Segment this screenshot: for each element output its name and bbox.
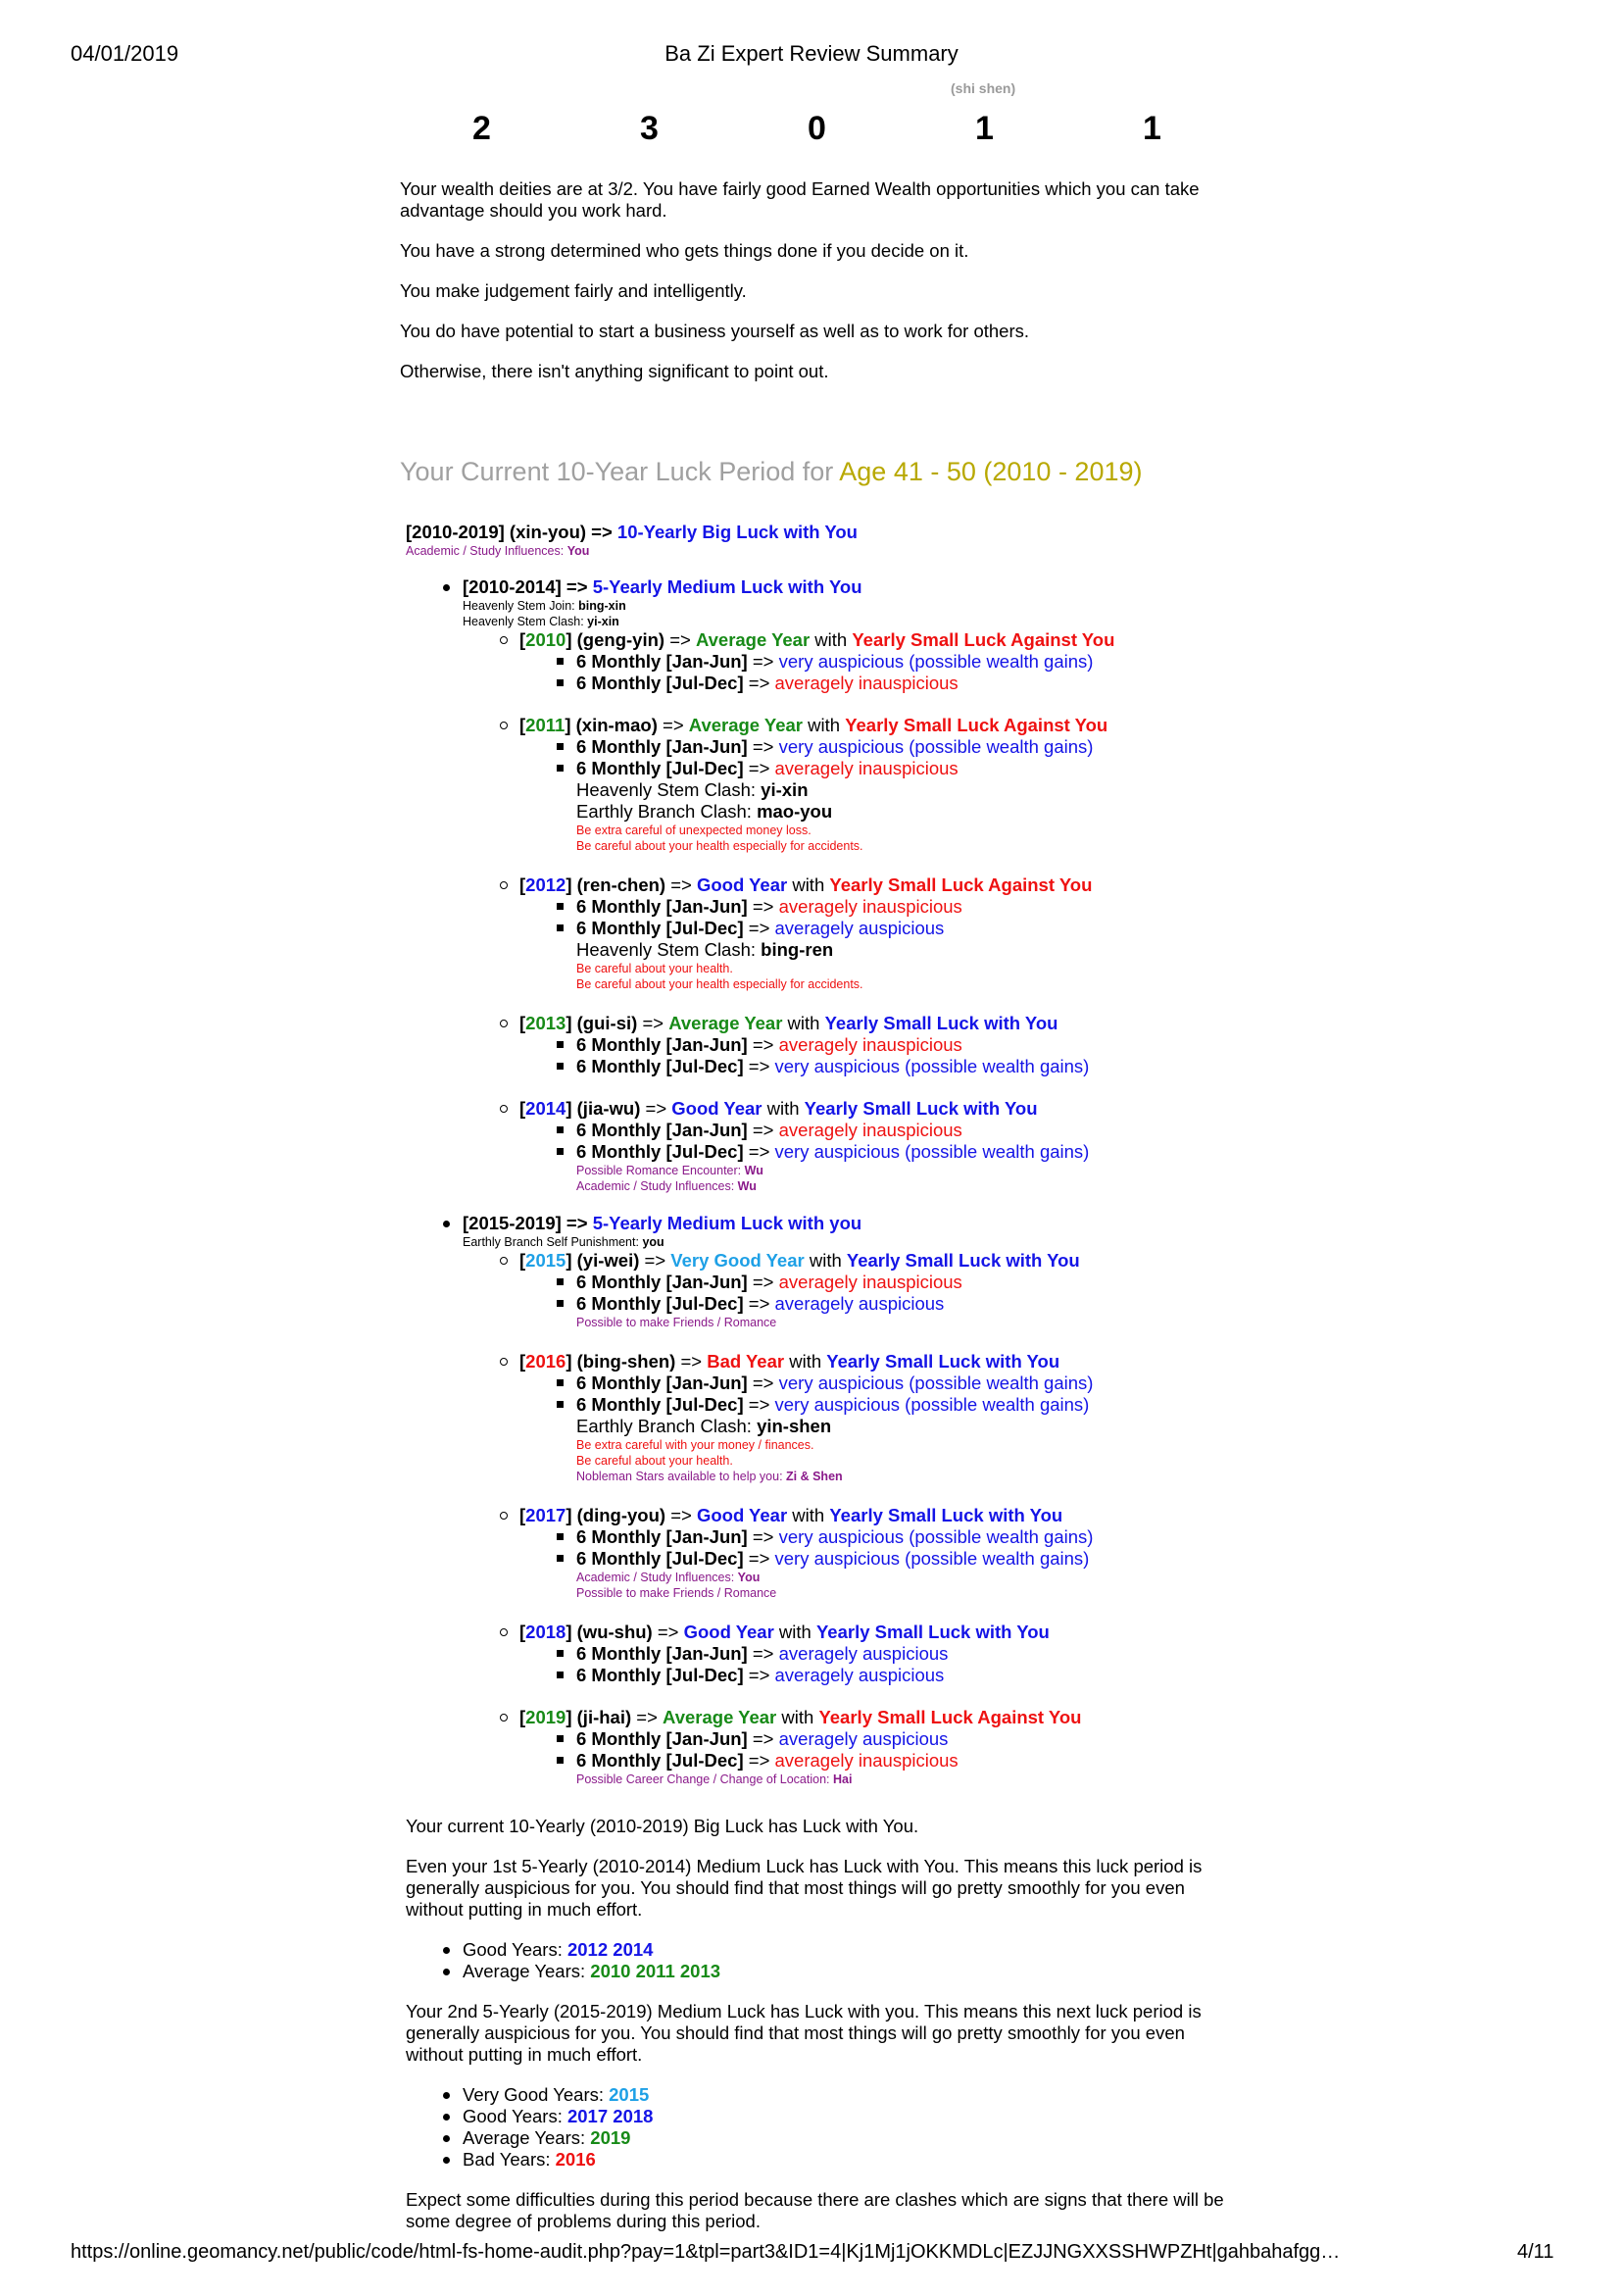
half-year-item	[559, 1373, 1249, 1394]
with-word: with	[804, 1250, 847, 1271]
year-bracket-open: [	[519, 1505, 526, 1525]
half-year-value: very auspicious (possible wealth gains)	[778, 651, 1094, 672]
half-year-label: 6 Monthly [Jul-Dec]	[576, 1293, 749, 1314]
period-result: 5-Yearly Medium Luck with you	[592, 1213, 862, 1233]
note-label: Possible Romance Encounter:	[576, 1164, 745, 1177]
note-value: You	[737, 1571, 761, 1584]
year-ganzhi: (bing-shen)	[576, 1351, 681, 1372]
intro-paragraph: You do have potential to start a business yourself as well as to work for others.	[400, 321, 1030, 341]
arrow: =>	[748, 1293, 775, 1314]
year-item	[502, 1013, 1249, 1077]
intro-paragraph: You make judgement fairly and intelligently.	[400, 280, 747, 301]
year-line	[519, 1622, 1249, 1643]
half-year-value: averagely auspicious	[778, 1728, 949, 1749]
half-year-value: averagely inauspicious	[778, 896, 962, 917]
half-year-list	[559, 1526, 1249, 1570]
year-item	[502, 1250, 1249, 1330]
influence-note	[519, 1772, 1249, 1787]
year-bracket-close: ]	[566, 629, 577, 650]
year-ganzhi: (gui-si)	[576, 1013, 643, 1033]
half-year-value: averagely inauspicious	[778, 1120, 962, 1140]
year-number: 2019	[525, 1707, 566, 1727]
warning-note: Be extra careful of unexpected money loss.	[576, 824, 812, 837]
influence-note	[519, 1469, 1249, 1484]
half-year-value: averagely auspicious	[774, 918, 945, 938]
digit: 2	[472, 110, 491, 147]
small-luck: Yearly Small Luck with You	[829, 1505, 1063, 1525]
half-year-label: 6 Monthly [Jan-Jun]	[576, 1272, 753, 1292]
half-year-item	[559, 736, 1249, 758]
deity-digits	[0, 110, 1623, 149]
with-word: with	[773, 1622, 816, 1642]
clash-line	[519, 801, 1249, 823]
year-bracket-open: [	[519, 1707, 526, 1727]
period-result: 5-Yearly Medium Luck with You	[592, 576, 862, 597]
half-year-list	[559, 1643, 1249, 1686]
year-line	[519, 1250, 1249, 1272]
half-year-value: averagely auspicious	[778, 1643, 949, 1664]
with-word: with	[787, 1505, 830, 1525]
note-label: Academic / Study Influences:	[576, 1571, 738, 1584]
half-year-item	[559, 1141, 1249, 1163]
half-year-item	[559, 896, 1249, 918]
year-category-item	[447, 2106, 1239, 2127]
year-number: 2018	[525, 1622, 566, 1642]
category-label: Average Years:	[463, 2127, 591, 2148]
small-luck: Yearly Small Luck Against You	[818, 1707, 1082, 1727]
year-line	[519, 1505, 1249, 1526]
year-bracket-close: ]	[566, 1013, 577, 1033]
year-line	[519, 715, 1249, 736]
with-word: with	[762, 1098, 805, 1119]
year-bracket-open: [	[519, 874, 526, 895]
arrow: =>	[752, 1272, 779, 1292]
influence-note	[519, 1178, 1249, 1194]
half-year-label: 6 Monthly [Jul-Dec]	[576, 673, 749, 693]
small-luck: Yearly Small Luck with You	[826, 1351, 1060, 1372]
year-ganzhi: (xin-mao)	[575, 715, 664, 735]
with-word: with	[776, 1707, 819, 1727]
arrow: =>	[645, 1098, 672, 1119]
year-bracket-close: ]	[566, 1098, 577, 1119]
year-ganzhi: (yi-wei)	[576, 1250, 645, 1271]
half-year-label: 6 Monthly [Jan-Jun]	[576, 651, 753, 672]
year-number: 2013	[525, 1013, 566, 1033]
year-number: 2012	[525, 874, 566, 895]
half-year-value: very auspicious (possible wealth gains)	[774, 1141, 1090, 1162]
with-word: with	[810, 629, 853, 650]
digit: 0	[808, 110, 826, 147]
note-label: Possible to make Friends / Romance	[576, 1316, 777, 1329]
note-value: you	[642, 1235, 664, 1249]
half-year-value: very auspicious (possible wealth gains)	[774, 1548, 1090, 1569]
half-year-list	[559, 1034, 1249, 1077]
digit: 3	[640, 110, 659, 147]
warning-note: Be extra careful with your money / finances.	[576, 1438, 814, 1452]
yearly-list	[502, 1250, 1249, 1787]
half-year-list	[559, 736, 1249, 779]
half-year-label: 6 Monthly [Jul-Dec]	[576, 1394, 749, 1415]
year-item	[502, 1707, 1249, 1787]
year-rating: Average Year	[668, 1013, 783, 1033]
arrow: =>	[663, 715, 689, 735]
small-luck: Yearly Small Luck with You	[804, 1098, 1038, 1119]
half-year-label: 6 Monthly [Jan-Jun]	[576, 1526, 753, 1547]
year-line	[519, 1013, 1249, 1034]
clash-label: Earthly Branch Clash:	[576, 1416, 758, 1436]
note-label: Possible Career Change / Change of Location:	[576, 1772, 833, 1786]
warning-note: Be careful about your health.	[576, 1454, 733, 1468]
year-rating: Bad Year	[707, 1351, 785, 1372]
half-year-item	[559, 1034, 1249, 1056]
footer-page-number: 4/11	[1517, 2241, 1554, 2263]
half-year-item	[559, 1056, 1249, 1077]
year-ganzhi: (ji-hai)	[576, 1707, 637, 1727]
half-year-item	[559, 1120, 1249, 1141]
with-word: with	[803, 715, 846, 735]
note-label: Possible to make Friends / Romance	[576, 1586, 777, 1600]
clash-line	[519, 779, 1249, 801]
half-year-value: very auspicious (possible wealth gains)	[778, 736, 1094, 757]
half-year-value: very auspicious (possible wealth gains)	[778, 1373, 1094, 1393]
intro-paragraph: Your wealth deities are at 3/2. You have fairly good Earned Wealth opportunities which you can take advantage should you work hard.	[400, 178, 1200, 221]
note-label: Academic / Study Influences:	[576, 1179, 738, 1193]
period-label: [2015-2019] =>	[463, 1213, 588, 1233]
year-category-item	[447, 2084, 1239, 2106]
year-ganzhi: (wu-shu)	[576, 1622, 658, 1642]
note-value: Wu	[737, 1179, 757, 1193]
year-category-item	[447, 2127, 1239, 2149]
arrow: =>	[670, 1505, 697, 1525]
small-luck: Yearly Small Luck with You	[846, 1250, 1080, 1271]
arrow: =>	[680, 1351, 708, 1372]
year-category-item	[447, 2149, 1239, 2171]
category-label: Good Years:	[463, 2106, 567, 2126]
arrow: =>	[748, 1750, 775, 1771]
year-number: 2010	[525, 629, 566, 650]
arrow: =>	[752, 651, 779, 672]
half-year-value: averagely auspicious	[774, 1293, 945, 1314]
arrow: =>	[752, 1373, 779, 1393]
year-category-item	[447, 1961, 1239, 1982]
small-luck: Yearly Small Luck with You	[815, 1622, 1050, 1642]
arrow: =>	[670, 874, 697, 895]
half-year-item	[559, 1643, 1249, 1665]
big-luck-line	[406, 522, 1249, 543]
category-years: 2017 2018	[566, 2106, 654, 2126]
half-year-value: averagely inauspicious	[778, 1272, 962, 1292]
half-year-item	[559, 1548, 1249, 1570]
half-year-item	[559, 1293, 1249, 1315]
year-category-list	[447, 2084, 1239, 2171]
note-value: Zi & Shen	[786, 1470, 843, 1483]
luck-heading-prefix: Your Current 10-Year Luck Period for	[400, 457, 840, 486]
summary-paragraph: Your current 10-Yearly (2010-2019) Big Luck has Luck with You.	[406, 1816, 919, 1836]
half-year-label: 6 Monthly [Jul-Dec]	[576, 1056, 749, 1076]
arrow: =>	[752, 1643, 779, 1664]
year-ganzhi: (ren-chen)	[576, 874, 671, 895]
year-bracket-open: [	[519, 1622, 526, 1642]
category-years: 2016	[555, 2149, 596, 2170]
half-year-label: 6 Monthly [Jan-Jun]	[576, 896, 753, 917]
half-year-list	[559, 1120, 1249, 1163]
half-year-label: 6 Monthly [Jul-Dec]	[576, 918, 749, 938]
year-ganzhi: (ding-you)	[576, 1505, 671, 1525]
clash-label: Earthly Branch Clash:	[576, 801, 758, 822]
footer-url[interactable]: https://online.geomancy.net/public/code/html-fs-home-audit.php?pay=1&tpl=part3&ID1=4|Kj1Mj1jOKKMDLc|EZJJNGXXSSHWPZHt|gahbahafgg…	[71, 2241, 1341, 2263]
half-year-list	[559, 651, 1249, 694]
year-rating: Good Year	[683, 1622, 774, 1642]
arrow: =>	[752, 736, 779, 757]
small-luck: Yearly Small Luck Against You	[829, 874, 1093, 895]
half-year-value: averagely inauspicious	[774, 1750, 959, 1771]
half-year-item	[559, 673, 1249, 694]
yearly-list	[502, 629, 1249, 1194]
half-year-value: very auspicious (possible wealth gains)	[774, 1394, 1090, 1415]
year-line	[519, 874, 1249, 896]
big-luck-note	[406, 543, 1249, 559]
year-item	[502, 1098, 1249, 1194]
note-label: Nobleman Stars available to help you:	[576, 1470, 787, 1483]
half-year-list	[559, 1728, 1249, 1772]
half-year-item	[559, 918, 1249, 939]
small-luck: Yearly Small Luck Against You	[845, 715, 1108, 735]
year-rating: Average Year	[688, 715, 803, 735]
year-item	[502, 715, 1249, 854]
influence-note	[519, 1570, 1249, 1585]
note-label: Academic / Study Influences:	[406, 544, 565, 558]
arrow: =>	[748, 758, 775, 778]
half-year-label: 6 Monthly [Jul-Dec]	[576, 1548, 749, 1569]
category-label: Very Good Years:	[463, 2084, 610, 2105]
year-category-list	[447, 1939, 1239, 1982]
year-rating: Very Good Year	[670, 1250, 805, 1271]
year-bracket-open: [	[519, 1098, 526, 1119]
year-number: 2014	[525, 1098, 566, 1119]
intro-text	[400, 178, 1243, 401]
medium-luck-period-1	[447, 576, 1249, 1194]
arrow: =>	[748, 1056, 775, 1076]
arrow: =>	[752, 1728, 779, 1749]
arrow: =>	[748, 673, 775, 693]
arrow: =>	[642, 1013, 669, 1033]
arrow: =>	[752, 1120, 779, 1140]
arrow: =>	[748, 918, 775, 938]
arrow: =>	[644, 1250, 671, 1271]
with-word: with	[787, 874, 830, 895]
header-date: 04/01/2019	[71, 41, 179, 66]
half-year-label: 6 Monthly [Jan-Jun]	[576, 1643, 753, 1664]
year-item	[502, 1505, 1249, 1601]
warning-note: Be careful about your health especially for accidents.	[576, 839, 863, 853]
half-year-label: 6 Monthly [Jul-Dec]	[576, 758, 749, 778]
category-years: 2012 2014	[566, 1939, 654, 1960]
arrow: =>	[752, 896, 779, 917]
half-year-item	[559, 1394, 1249, 1416]
note-value: bing-xin	[578, 599, 626, 613]
half-year-label: 6 Monthly [Jul-Dec]	[576, 1750, 749, 1771]
category-label: Bad Years:	[463, 2149, 556, 2170]
arrow: =>	[748, 1394, 775, 1415]
year-number: 2011	[525, 715, 566, 735]
half-year-label: 6 Monthly [Jan-Jun]	[576, 1120, 753, 1140]
clash-label: Heavenly Stem Clash:	[576, 939, 762, 960]
with-word: with	[782, 1013, 825, 1033]
year-bracket-close: ]	[566, 1351, 577, 1372]
year-bracket-close: ]	[566, 874, 577, 895]
half-year-item	[559, 1526, 1249, 1548]
year-bracket-open: [	[519, 715, 526, 735]
year-item	[502, 874, 1249, 992]
year-bracket-close: ]	[566, 1622, 577, 1642]
half-year-value: very auspicious (possible wealth gains)	[774, 1056, 1090, 1076]
influence-note	[519, 1163, 1249, 1178]
year-item	[502, 1351, 1249, 1484]
year-rating: Good Year	[671, 1098, 762, 1119]
year-number: 2016	[525, 1351, 566, 1372]
year-rating: Good Year	[696, 1505, 788, 1525]
year-item	[502, 629, 1249, 694]
year-line	[519, 1707, 1249, 1728]
intro-paragraph: You have a strong determined who gets things done if you decide on it.	[400, 240, 969, 261]
digit: 1	[1143, 110, 1161, 147]
arrow: =>	[752, 1034, 779, 1055]
summary-paragraph: Even your 1st 5-Yearly (2010-2014) Medium Luck has Luck with You. This means this luck period is generally auspicious for you. You should find that most things will go pretty smoothly for you even without putting in much effort.	[406, 1856, 1203, 1920]
year-rating: Average Year	[663, 1707, 777, 1727]
category-label: Average Years:	[463, 1961, 591, 1981]
category-years: 2010 2011 2013	[590, 1961, 721, 1981]
category-label: Good Years:	[463, 1939, 567, 1960]
category-years: 2015	[609, 2084, 650, 2105]
half-year-value: averagely inauspicious	[774, 673, 959, 693]
year-item	[502, 1622, 1249, 1686]
arrow: =>	[752, 1526, 779, 1547]
small-luck: Yearly Small Luck with You	[824, 1013, 1058, 1033]
big-luck-result: 10-Yearly Big Luck with You	[616, 522, 858, 542]
arrow: =>	[636, 1707, 664, 1727]
year-ganzhi: (jia-wu)	[576, 1098, 646, 1119]
year-bracket-open: [	[519, 1351, 526, 1372]
note-label: Earthly Branch Self Punishment:	[463, 1235, 639, 1249]
clash-line	[519, 939, 1249, 961]
clash-value: bing-ren	[761, 939, 834, 960]
year-number: 2015	[525, 1250, 566, 1271]
year-bracket-close: ]	[566, 1505, 577, 1525]
influence-note	[519, 1315, 1249, 1330]
year-rating: Average Year	[695, 629, 811, 650]
clash-line	[519, 1416, 1249, 1437]
half-year-list	[559, 1373, 1249, 1416]
intro-paragraph: Otherwise, there isn't anything significant to point out.	[400, 361, 829, 381]
year-line	[519, 1351, 1249, 1373]
year-bracket-close: ]	[566, 1707, 577, 1727]
note-label: Heavenly Stem Clash:	[463, 615, 584, 628]
clash-value: yi-xin	[761, 779, 809, 800]
half-year-item	[559, 1750, 1249, 1772]
arrow: =>	[669, 629, 696, 650]
note-value: You	[566, 544, 590, 558]
year-number: 2017	[525, 1505, 566, 1525]
clash-value: yin-shen	[757, 1416, 832, 1436]
influence-note	[519, 1585, 1249, 1601]
half-year-item	[559, 758, 1249, 779]
luck-breakdown	[406, 522, 1249, 1808]
summary-paragraph: Expect some difficulties during this period because there are clashes which are signs that there will be some degree of problems during this period.	[406, 2189, 1224, 2231]
warning-note: Be careful about your health especially for accidents.	[576, 977, 863, 991]
note-value: Hai	[832, 1772, 853, 1786]
shi-shen-label: (shi shen)	[951, 80, 1016, 96]
half-year-label: 6 Monthly [Jan-Jun]	[576, 1034, 753, 1055]
year-rating: Good Year	[696, 874, 788, 895]
year-category-item	[447, 1939, 1239, 1961]
arrow: =>	[748, 1548, 775, 1569]
half-year-value: averagely inauspicious	[778, 1034, 962, 1055]
note-value: yi-xin	[587, 615, 619, 628]
small-luck: Yearly Small Luck Against You	[852, 629, 1115, 650]
luck-period-heading	[400, 457, 1143, 487]
half-year-label: 6 Monthly [Jul-Dec]	[576, 1141, 749, 1162]
year-line	[519, 629, 1249, 651]
period-label: [2010-2014] =>	[463, 576, 588, 597]
half-year-item	[559, 1728, 1249, 1750]
year-bracket-open: [	[519, 629, 526, 650]
arrow: =>	[748, 1665, 775, 1685]
year-bracket-open: [	[519, 1013, 526, 1033]
category-years: 2019	[590, 2127, 631, 2148]
warning-note: Be careful about your health.	[576, 962, 733, 975]
digit: 1	[975, 110, 994, 147]
half-year-item	[559, 1272, 1249, 1293]
half-year-label: 6 Monthly [Jan-Jun]	[576, 1373, 753, 1393]
year-line	[519, 1098, 1249, 1120]
arrow: =>	[657, 1622, 684, 1642]
note-label: Heavenly Stem Join:	[463, 599, 575, 613]
half-year-list	[559, 896, 1249, 939]
half-year-value: very auspicious (possible wealth gains)	[778, 1526, 1094, 1547]
summary-paragraph: Your 2nd 5-Yearly (2015-2019) Medium Luck has Luck with you. This means this next luck period is generally auspicious for you. You should find that most things will go pretty smoothly for you even without putting in much effort.	[406, 2001, 1202, 2065]
year-bracket-close: ]	[566, 1250, 577, 1271]
half-year-item	[559, 651, 1249, 673]
year-ganzhi: (geng-yin)	[576, 629, 670, 650]
half-year-label: 6 Monthly [Jan-Jun]	[576, 736, 753, 757]
half-year-label: 6 Monthly [Jan-Jun]	[576, 1728, 753, 1749]
half-year-value: averagely inauspicious	[774, 758, 959, 778]
half-year-value: averagely auspicious	[774, 1665, 945, 1685]
page-title: Ba Zi Expert Review Summary	[664, 41, 959, 66]
luck-summary	[406, 1816, 1239, 2251]
note-value: Wu	[744, 1164, 763, 1177]
clash-value: mao-you	[757, 801, 833, 822]
luck-heading-age: Age 41 - 50 (2010 - 2019)	[839, 457, 1143, 486]
clash-label: Heavenly Stem Clash:	[576, 779, 762, 800]
with-word: with	[784, 1351, 827, 1372]
half-year-item	[559, 1665, 1249, 1686]
year-bracket-close: ]	[565, 715, 576, 735]
year-bracket-open: [	[519, 1250, 526, 1271]
big-luck-label: [2010-2019] (xin-you) =>	[406, 522, 613, 542]
half-year-label: 6 Monthly [Jul-Dec]	[576, 1665, 749, 1685]
half-year-list	[559, 1272, 1249, 1315]
arrow: =>	[748, 1141, 775, 1162]
medium-luck-period-2	[447, 1213, 1249, 1787]
